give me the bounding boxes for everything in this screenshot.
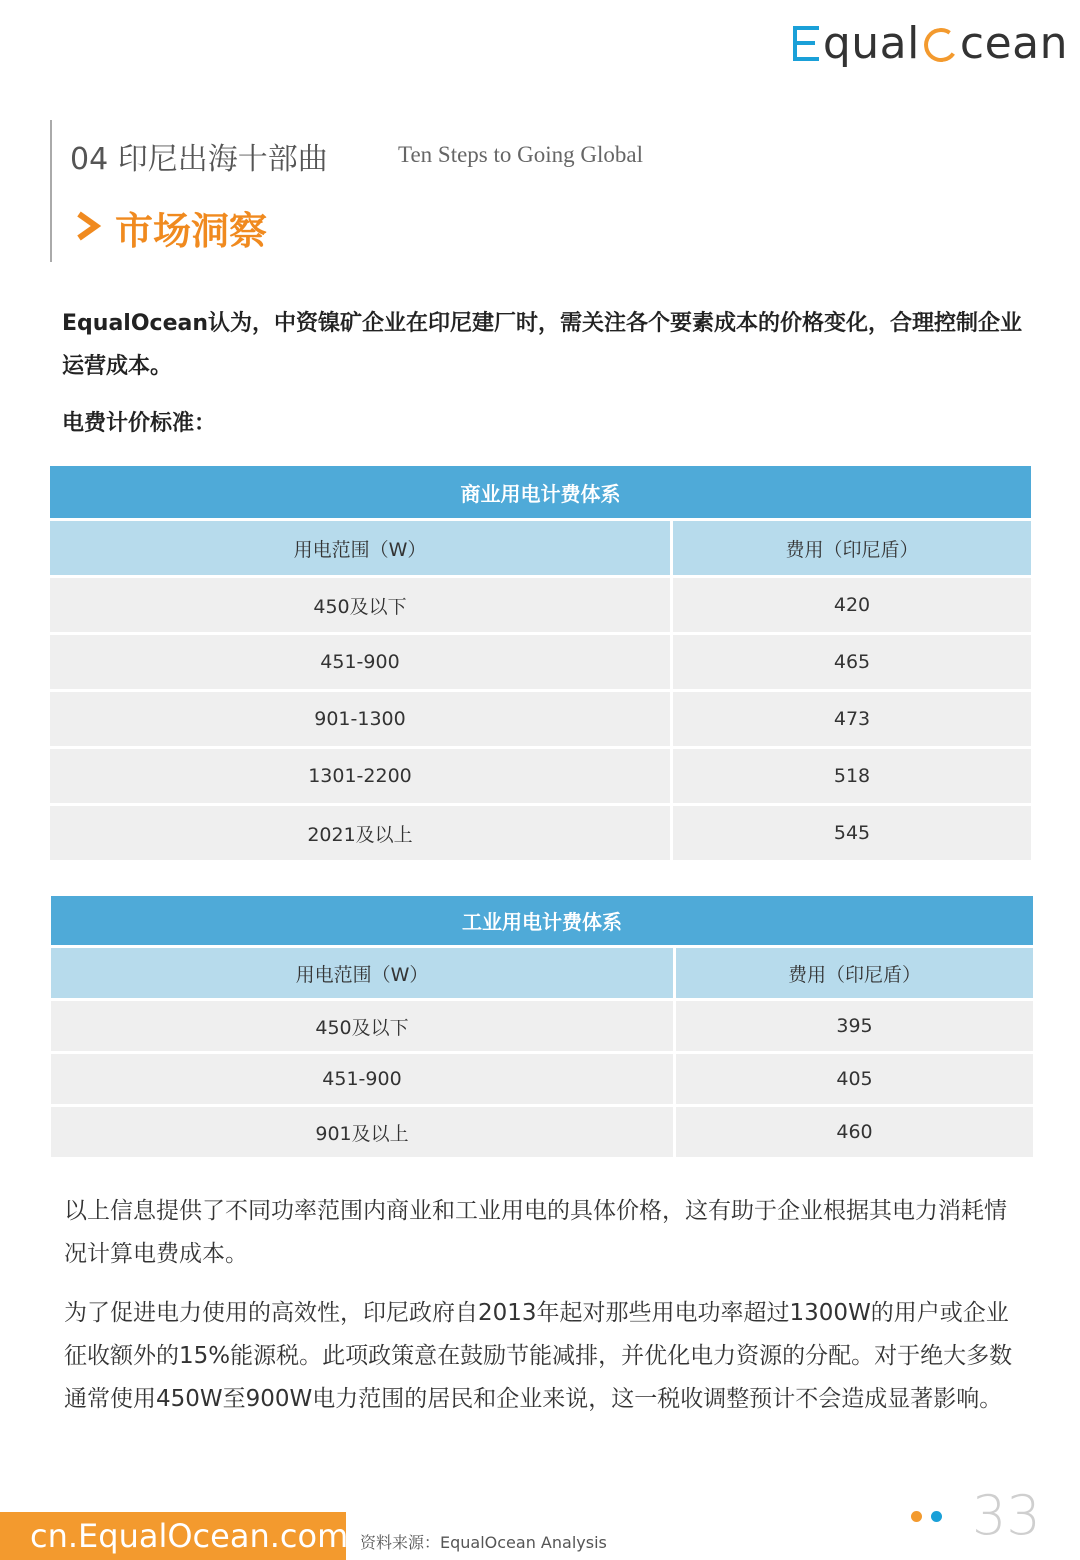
cell-range: 901-1300 [50,692,673,749]
table-row [51,1001,1033,1054]
header-divider [50,120,52,262]
footer-website-link[interactable]: cn.EqualOcean.com [0,1512,346,1560]
table-row [51,1107,1033,1160]
chevron-right-icon [74,206,102,246]
table-row [50,635,1031,692]
cell-range: 451-900 [51,1054,676,1107]
intro-text: EqualOcean认为，中资镍矿企业在印尼建厂时，需关注各个要素成本的价格变化，合理控制企业运营成本。 [62,311,1022,379]
tax-policy-paragraph: 为了促进电力使用的高效性，印尼政府自2013年起对那些用电功率超过1300W的用户或企业征收额外的15%能源税。此项政策意在鼓励节能减排，并优化电力资源的分配。对于绝大多数通常使用450W至900W电力范围的居民和企业来说，这一税收调整预计不会造成显著影响。 [64,1300,1013,1412]
logo-e-mark [793,24,821,64]
column-header-range: 用电范围（W） [50,521,673,578]
table-title: 工业用电计费体系 [51,896,1033,948]
cell-fee: 465 [673,635,1031,692]
cell-fee: 460 [676,1107,1033,1160]
table-row [50,749,1031,806]
page-number: 33 [972,1484,1041,1547]
logo-word-part1: qual [822,18,920,69]
table-row [50,692,1031,749]
commercial-electricity-table [50,466,1031,863]
cell-range: 450及以下 [51,1001,676,1054]
blue-dot-icon [931,1511,942,1522]
cell-range: 2021及以上 [50,806,673,863]
cell-fee: 545 [673,806,1031,863]
page-topic: 市场洞察 [115,209,268,253]
column-header-fee: 费用（印尼盾） [673,521,1031,578]
cell-fee: 405 [676,1054,1033,1107]
orange-dot-icon [911,1511,922,1522]
pricing-subheading: 电费计价标准： [62,411,217,436]
summary-paragraph: 以上信息提供了不同功率范围内商业和工业用电的具体价格，这有助于企业根据其电力消耗情况计算电费成本。 [64,1198,1007,1267]
cell-fee: 395 [676,1001,1033,1054]
table-row [50,578,1031,635]
column-header-fee: 费用（印尼盾） [676,948,1033,1001]
cell-range: 901及以上 [51,1107,676,1160]
section-title-en: Ten Steps to Going Global [398,142,643,167]
cell-range: 450及以下 [50,578,673,635]
logo-word-part2: cean [959,18,1068,69]
cell-range: 1301-2200 [50,749,673,806]
equalocean-logo [793,14,1068,74]
cell-fee: 518 [673,749,1031,806]
cell-fee: 473 [673,692,1031,749]
column-header-range: 用电范围（W） [51,948,676,1001]
table-row [51,1054,1033,1107]
table-title: 商业用电计费体系 [50,466,1031,521]
cell-fee: 420 [673,578,1031,635]
section-title: 04 印尼出海十部曲 [70,142,328,177]
cell-range: 451-900 [50,635,673,692]
logo-o-ring-icon [921,25,960,64]
industrial-electricity-table [51,896,1033,1160]
table-row [50,806,1031,863]
footer-source: 资料来源：EqualOcean Analysis [360,1533,607,1552]
